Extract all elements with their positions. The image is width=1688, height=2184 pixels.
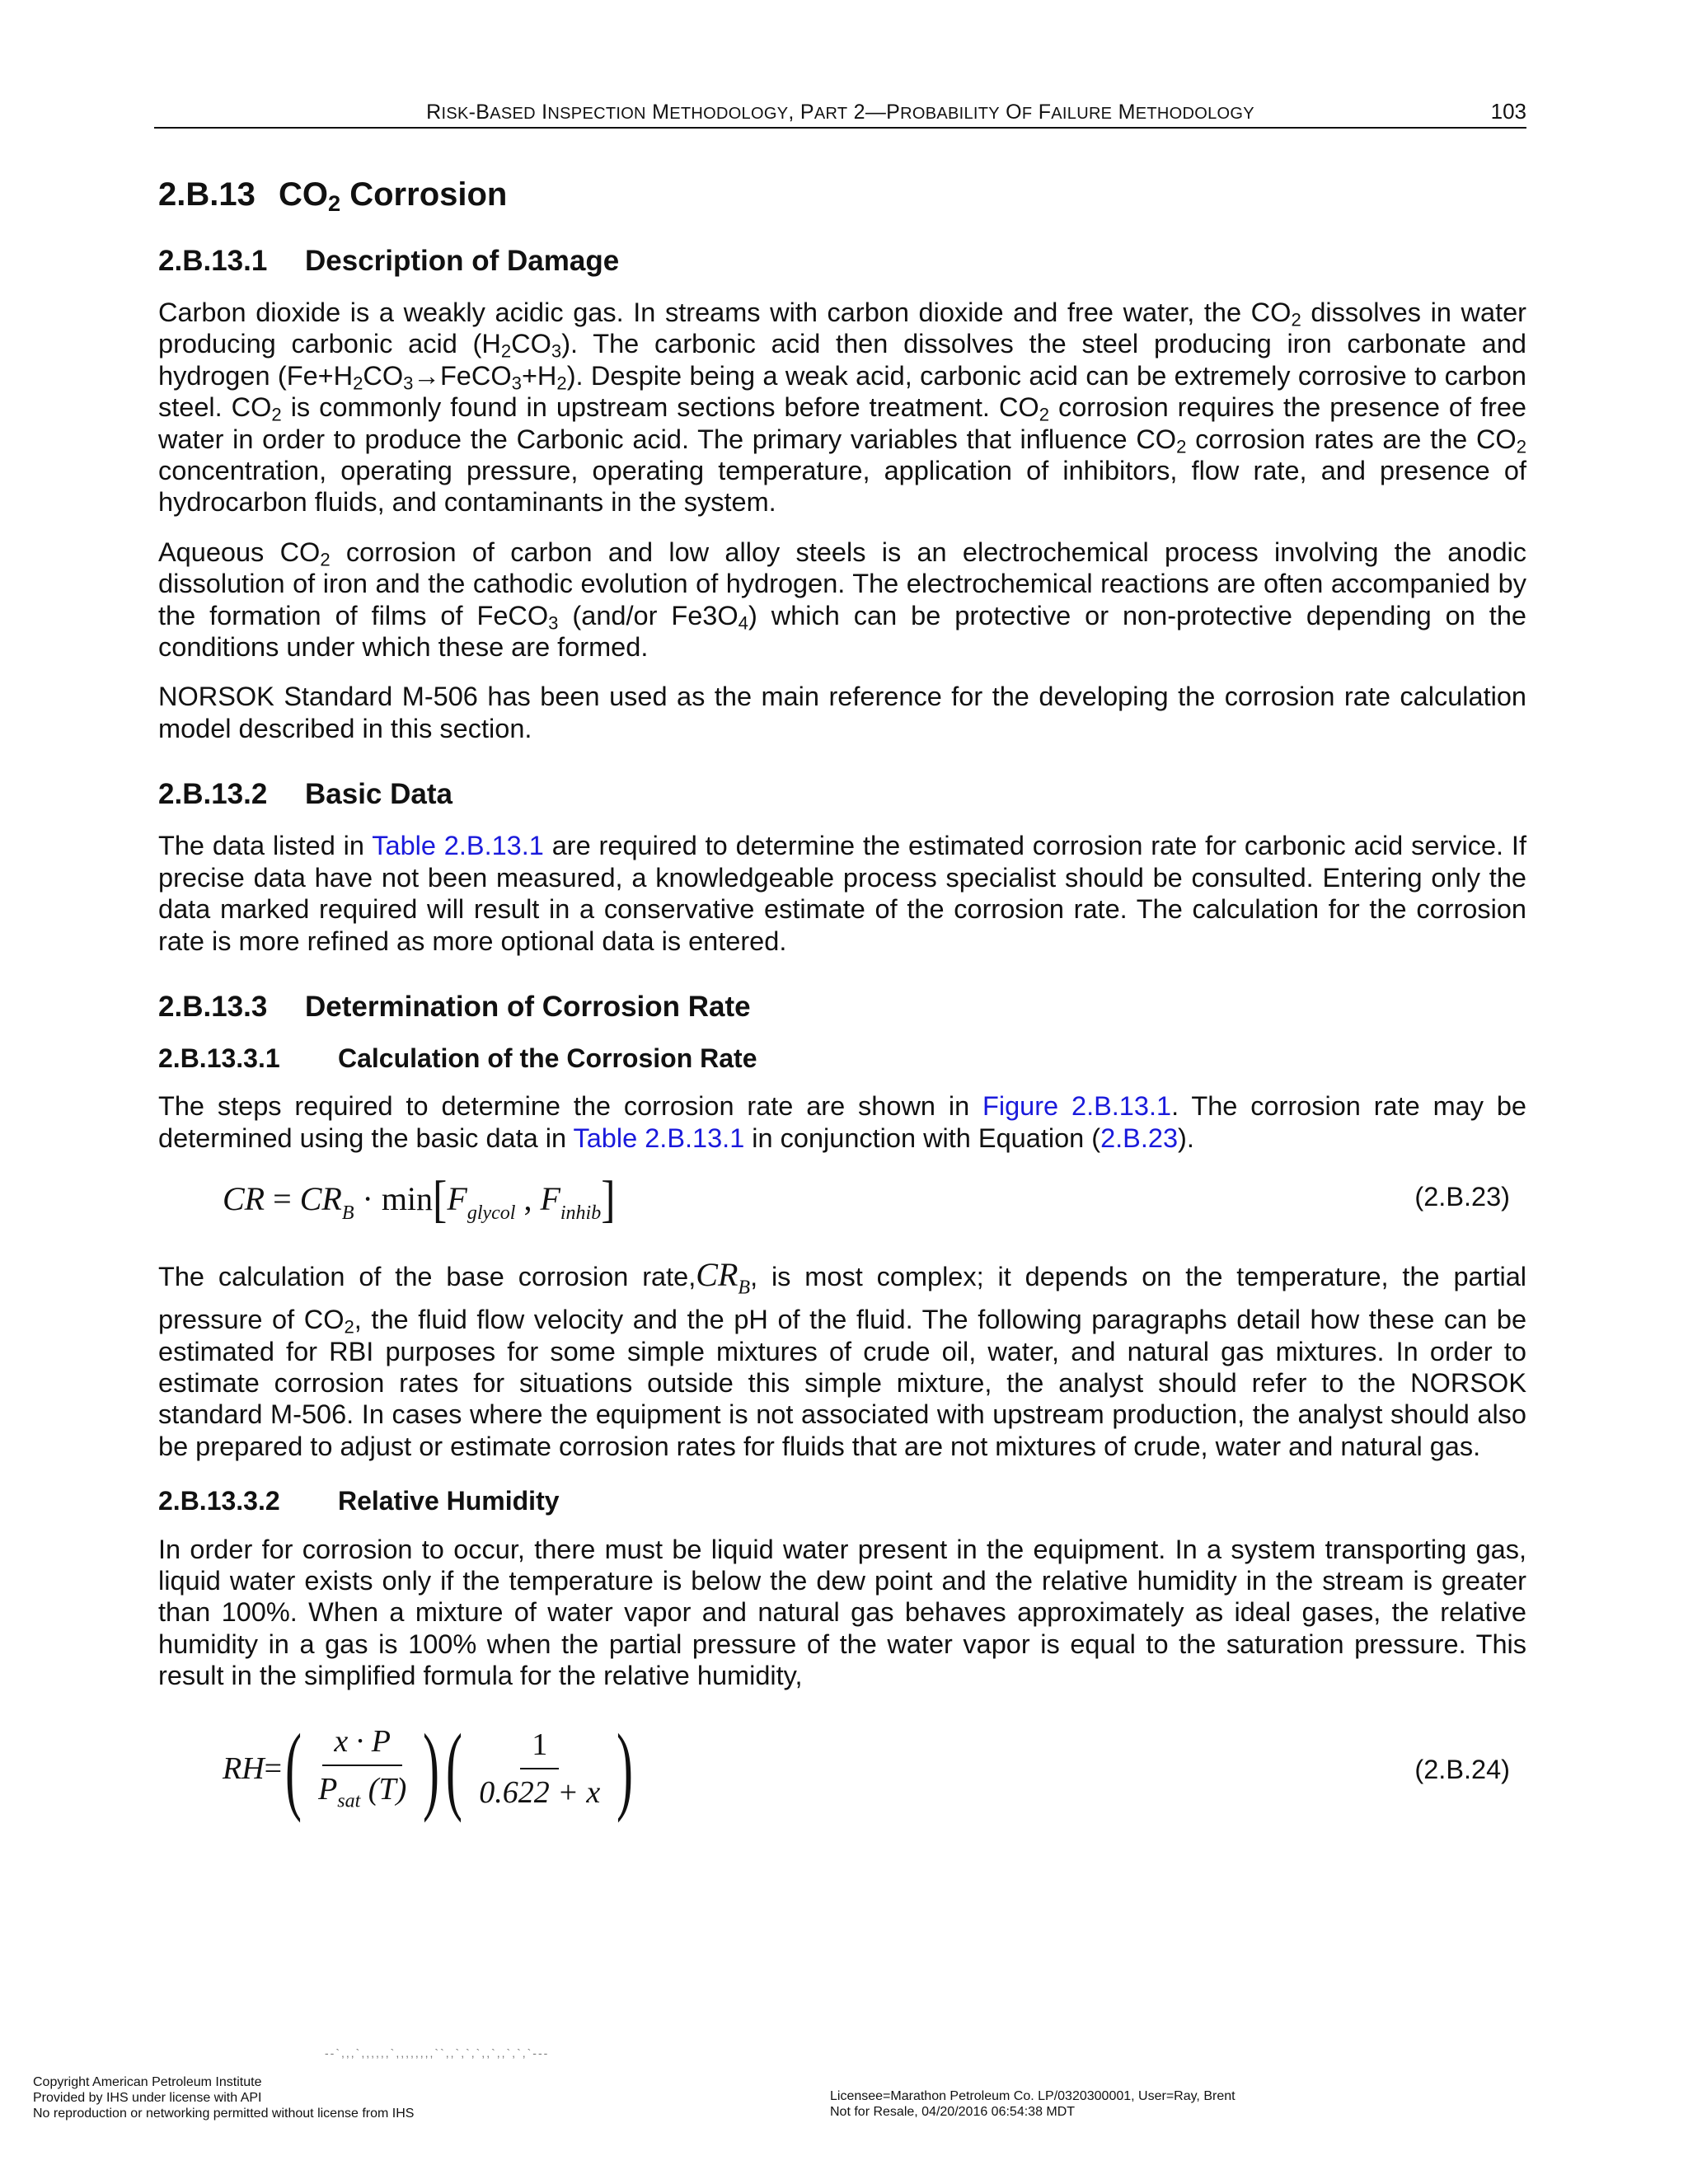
subsection-title: Determination of Corrosion Rate [305, 990, 751, 1023]
subsection-number: 2.B.13.2 [158, 778, 268, 811]
equation-number: (2.B.24) [1414, 1754, 1510, 1784]
paragraph-relative-humidity: In order for corrosion to occur, there must be liquid water present in the equipment. In a system transporting gas, liquid water exists only if the temperature is below the dew point and the relative humidity in the stream is greater than 100%. When a mixture of water vapor and natural gas behaves approximately as ideal gases, the relative humidity in a gas is 100% when the partial pressure of the water vapor is equal to the saturation pressure. This result in the simplified formula for the relative humidity, [158, 1534, 1526, 1691]
footer-copyright: Copyright American Petroleum Institute Provided by IHS under license with API No reproduction or networking permitted without license from IHS [33, 2075, 415, 2121]
subsection-heading-corrosion-rate [158, 990, 1526, 1024]
subsubsection-title: Relative Humidity [338, 1486, 560, 1516]
section-title-pre: CO [279, 176, 328, 213]
subsection-heading-basic-data [158, 777, 1526, 812]
scan-marks: --`,,,`,,,,,,`,,,,,,,,``,,`,`,`,,`,,`,`,`--- [325, 2046, 550, 2060]
paragraph-description-2: Aqueous $CO_2$ corrosion of carbon and low alloy steels is an electrochemical process involving the anodic dissolution of iron and the cathodic evolution of hydrogen. The electrochemical reactions are often accompanied by the formation of films of FeCO$_3$ (and/or $Fe3O_4$) which can be protective or non-protective depending on the conditions under which these are formed. [158, 537, 1526, 663]
link-equation-2b23[interactable]: 2.B.23 [1100, 1122, 1179, 1153]
subsubsection-number: 2.B.13.3.2 [158, 1486, 280, 1516]
link-figure-2b13-1[interactable]: Figure 2.B.13.1 [982, 1091, 1172, 1122]
running-header [154, 97, 1526, 129]
equation-number: (2.B.23) [1414, 1182, 1510, 1212]
paragraph-calculation-2: The calculation of the base corrosion $rate,CR_B$, is most complex; it depends on the temperature, the partial pressure of $CO_2$, the fluid flow velocity and the pH of the fluid. The following paragraphs detail how these can be estimated for RBI purposes for some simple mixtures of crude oil, water, and natural gas mixtures. In order to estimate corrosion rates for situations outside this simple mixture, the analyst should refer to the NORSOK standard M-506. In cases where the equipment is not associated with upstream production, the analyst should also be prepared to adjust or estimate corrosion rates for fluids that are not mixtures of crude, water and natural gas. [158, 1256, 1527, 1461]
subsection-title: Description of Damage [305, 245, 620, 277]
subsection-number: 2.B.13.3 [158, 990, 268, 1023]
subsubsection-number: 2.B.13.3.1 [158, 1043, 280, 1073]
section-title-sub: 2 [328, 190, 341, 216]
equation-2b24 [158, 1715, 1526, 1830]
equation-2b24-formula: RH = ( $\frac{x \cdot P}{P_{sat} (T)}$ ) ( $\frac{1}{0.622 + x}$ ) [223, 1713, 634, 1823]
section-title-post: Corrosion [340, 176, 508, 213]
paragraph-calculation-1: The steps required to determine the corrosion rate are shown in Figure 2.B.13.1. The corrosion rate may be determined using the basic data in Table 2.B.13.1 in conjunction with Equation (2.B.23). [158, 1091, 1526, 1153]
subsection-title: Basic Data [305, 778, 452, 811]
subsection-heading-description [158, 244, 1526, 279]
paragraph-basic-data: The data listed in Table 2.B.13.1 are required to determine the estimated corrosion rate for carbonic acid service. If precise data have not been measured, a knowledgeable process specialist should be consulted. Entering only the data marked required will result in a conservative estimate of the corrosion rate. The calculation for the corrosion rate is more refined as more optional data is entered. [158, 831, 1526, 956]
page-number: 103 [1490, 99, 1526, 124]
document-body [158, 175, 1526, 1830]
paragraph-description-1: Carbon dioxide is a weakly acidic gas. In streams with carbon dioxide and free water, the $CO_2$ dissolves in water producing carbonic acid $(H_2CO_3)$. The carbonic acid then dissolves the steel producing iron carbonate and hydrogen $(Fe+H_2CO_3\to FeCO_3+H_2)$. Despite being a weak acid, carbonic acid can be extremely corrosive to carbon steel. $CO_2$ is commonly found in upstream sections before treatment. $CO_2$ corrosion requires the presence of free water in order to produce the Carbonic acid. The primary variables that influence $CO_2$ corrosion rates are the $CO_2$ concentration, operating pressure, operating temperature, application of inhibitors, flow rate, and presence of hydrocarbon fluids, and contaminants in the system. [158, 298, 1526, 518]
link-table-2b13-1[interactable]: Table 2.B.13.1 [573, 1122, 745, 1153]
running-header-title: RISK-BASED INSPECTION METHODOLOGY, PART 2—PROBABILITY OF FAILURE METHODOLOGY [426, 101, 1254, 124]
subsubsection-heading-relative-humidity [158, 1485, 1526, 1516]
section-heading [158, 175, 1526, 214]
subsubsection-heading-calculation [158, 1043, 1526, 1074]
link-table-2b13-1[interactable]: Table 2.B.13.1 [372, 831, 544, 861]
footer-licensee: Licensee=Marathon Petroleum Co. LP/0320300001, User=Ray, Brent Not for Resale, 04/20/2016 06:54:38 MDT [830, 2089, 1236, 2119]
inline-math-crb: $CR_B$ [696, 1256, 751, 1299]
section-number: 2.B.13 [158, 176, 256, 213]
paragraph-description-3: NORSOK Standard M-506 has been used as the main reference for the developing the corrosion rate calculation model described in this section. [158, 682, 1526, 743]
subsection-number: 2.B.13.1 [158, 245, 268, 277]
equation-2b23 [158, 1170, 1526, 1228]
equation-2b23-formula: CR = $CR_B \cdot \min[F_{glycol}$ , $F_{inhib}$] [223, 1171, 616, 1228]
subsubsection-title: Calculation of the Corrosion Rate [338, 1043, 757, 1073]
